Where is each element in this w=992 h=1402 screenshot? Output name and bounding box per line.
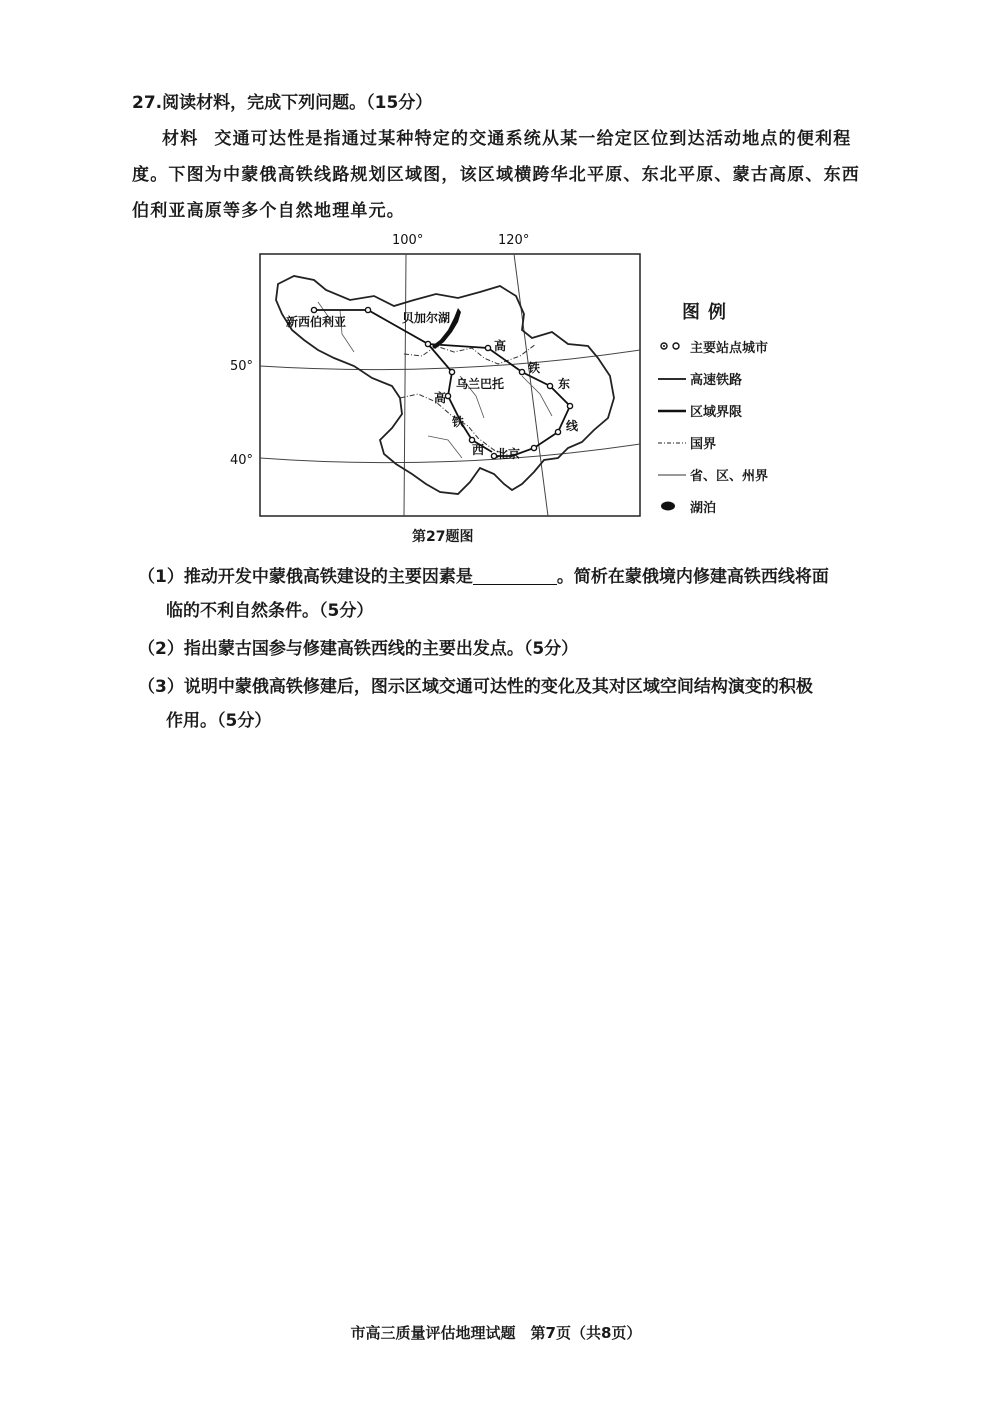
- sub-question-1-cont: 临的不利自然条件。（5分）: [166, 601, 374, 621]
- station: [547, 383, 552, 388]
- sub-question-2: （2）指出蒙古国参与修建高铁西线的主要出发点。（5分）: [138, 639, 579, 659]
- page-footer: 市高三质量评估地理试题 第7页（共8页）: [350, 1324, 642, 1342]
- label-ulaanbaatar: 乌兰巴托: [456, 377, 505, 391]
- province-boundary-icon: [656, 464, 686, 484]
- legend-label-rail: 高速铁路: [690, 373, 743, 388]
- legend-row-province: [656, 464, 816, 484]
- legend-title: 图例: [682, 302, 734, 323]
- q1-text-after-blank: 。简析在蒙俄境内修建高铁西线将面: [556, 567, 829, 587]
- lat-label-40: 40°: [230, 453, 254, 468]
- rail-char-east-3: 东: [558, 377, 571, 391]
- legend-label-region: 区域界限: [690, 405, 743, 420]
- legend-label-lake: 湖泊: [690, 501, 717, 516]
- question-title: 27.阅读材料，完成下列问题。（15分）: [132, 93, 433, 113]
- station: [485, 345, 490, 350]
- map-caption: 第27题图: [412, 529, 474, 545]
- legend-row-lake: [656, 496, 816, 516]
- region-boundary-icon: [656, 400, 686, 420]
- q1-answer-blank[interactable]: [473, 566, 557, 585]
- station-city-icon: [656, 336, 686, 356]
- lon-label-100: 100°: [392, 233, 424, 248]
- label-beijing: 北京: [496, 447, 521, 461]
- lon-label-120: 120°: [498, 233, 530, 248]
- rail-char-west-2: 铁: [452, 415, 465, 429]
- rail-char-west-3: 西: [472, 443, 485, 457]
- station-ulaanbaatar: [449, 369, 454, 374]
- station: [425, 341, 430, 346]
- lat-label-50: 50°: [230, 359, 254, 374]
- national-border-icon: [656, 432, 686, 452]
- material-line-1: [162, 128, 851, 150]
- rail-char-east-1: 高: [494, 339, 507, 353]
- legend-label-border: 国界: [690, 437, 717, 452]
- parallel-50: [260, 350, 640, 370]
- station: [531, 445, 536, 450]
- legend-row-region: [656, 400, 816, 420]
- legend-row-station: [656, 336, 816, 356]
- rail-char-east-4: 线: [566, 419, 579, 433]
- sub-question-3-cont: 作用。（5分）: [166, 711, 272, 731]
- rail-char-east-2: 铁: [528, 361, 541, 375]
- station-cities: [311, 307, 572, 458]
- lake-icon: [656, 496, 686, 516]
- station-novosibirsk: [311, 307, 316, 312]
- legend-label-station: 主要站点城市: [690, 341, 769, 356]
- station: [555, 429, 560, 434]
- sub-question-1: [138, 566, 829, 588]
- meridian-100: [404, 254, 406, 516]
- sub-question-3: （3）说明中蒙俄高铁修建后，图示区域交通可达性的变化及其对区域空间结构演变的积极: [138, 677, 813, 697]
- material-text-1: 交通可达性是指通过某种特定的交通系统从某一给定区位到达活动地点的便利程: [214, 129, 852, 149]
- legend-label-province: 省、区、州界: [690, 469, 769, 484]
- q1-text-before-blank: （1）推动开发中蒙俄高铁建设的主要因素是: [138, 567, 473, 587]
- label-novosibirsk: 新西伯利亚: [286, 315, 347, 329]
- station: [469, 437, 474, 442]
- station: [445, 393, 450, 398]
- parallel-40: [260, 444, 640, 463]
- legend-row-border: [656, 432, 816, 452]
- legend-row-rail: [656, 368, 816, 388]
- rail-char-west-1: 高: [434, 391, 447, 405]
- station: [567, 403, 572, 408]
- material-line-2: 度。下图为中蒙俄高铁线路规划区域图，该区域横跨华北平原、东北平原、蒙古高原、东西: [132, 165, 860, 185]
- station: [365, 307, 370, 312]
- station: [519, 369, 524, 374]
- material-label: 材料: [162, 129, 199, 149]
- high-speed-rail-icon: [656, 368, 686, 388]
- province-line: [318, 302, 552, 458]
- material-line-3: 伯利亚高原等多个自然地理单元。: [132, 201, 405, 221]
- label-baikal: 贝加尔湖: [402, 311, 451, 325]
